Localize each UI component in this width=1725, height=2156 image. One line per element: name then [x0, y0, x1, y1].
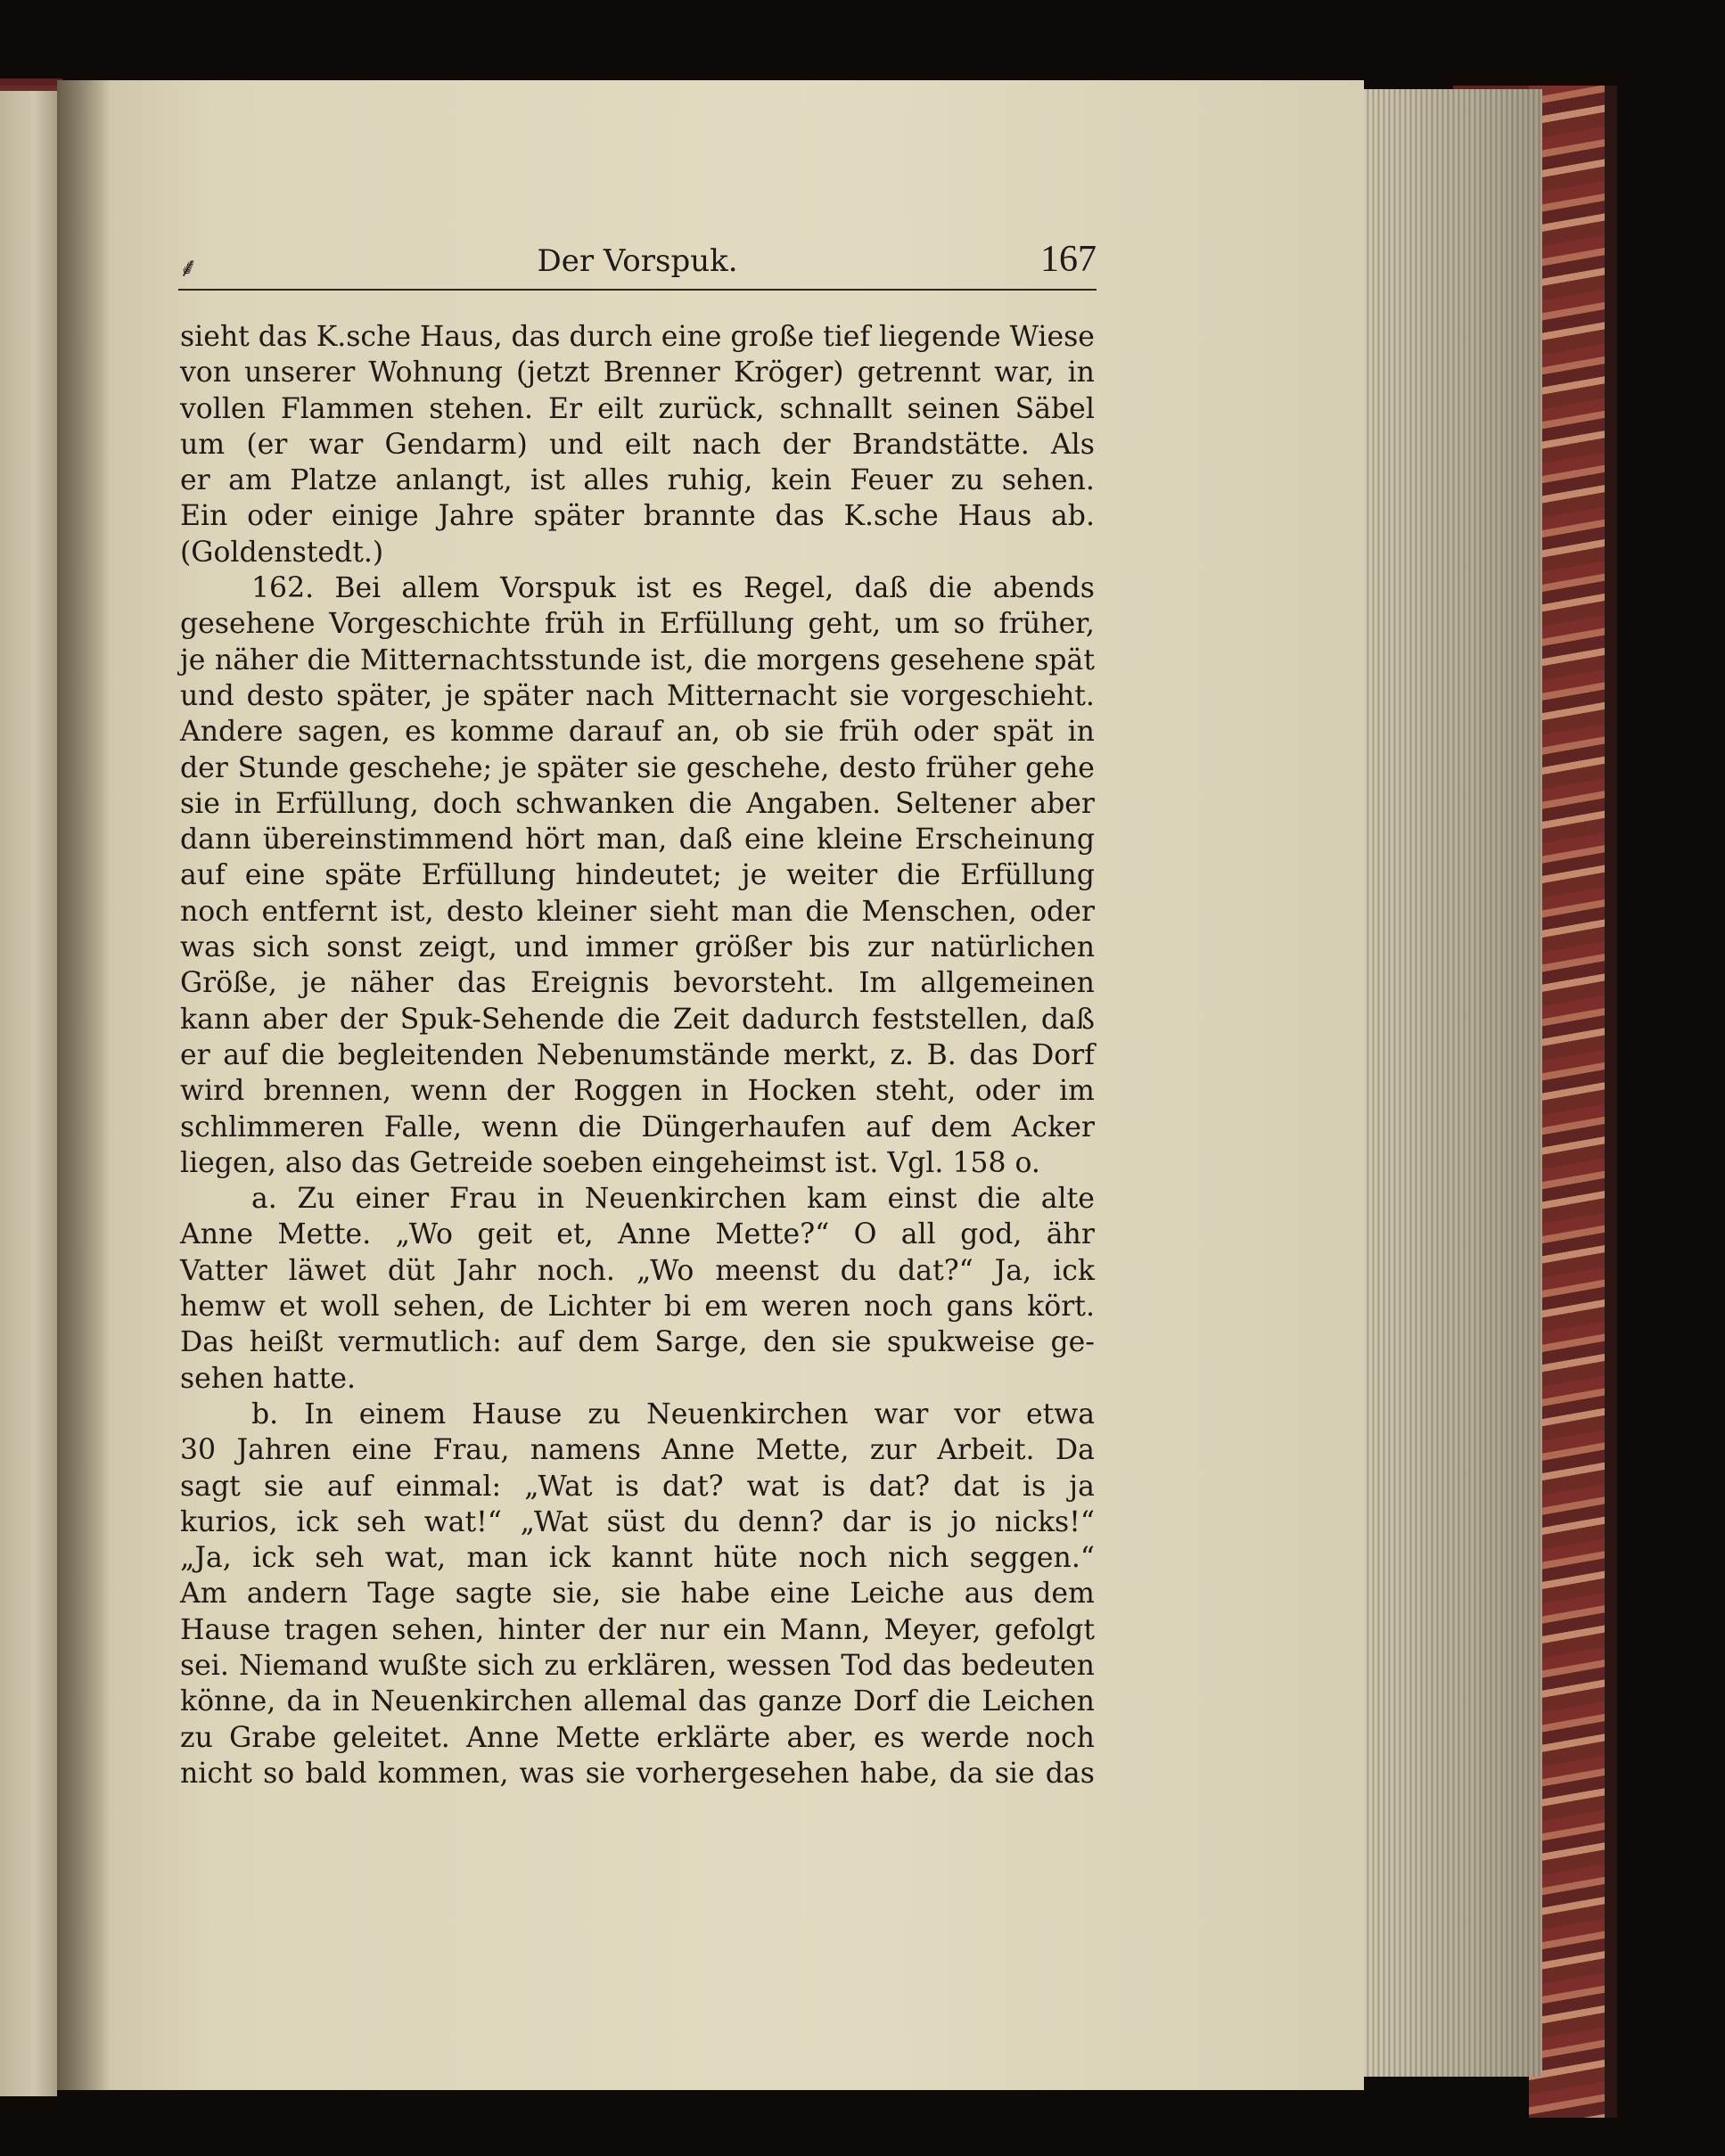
- text-line: (Goldenstedt.): [180, 536, 384, 569]
- text-line: nicht so bald kommen, was sie vorhergesehen habe, da sie das: [180, 1757, 1095, 1790]
- text-line: liegen, also das Getreide soeben eingeheimst ist. Vgl. 158 o.: [180, 1146, 1040, 1179]
- text-line: schlimmeren Falle, wenn die Düngerhaufen auf dem Acker: [180, 1111, 1095, 1144]
- text-line: Hause tragen sehen, hinter der nur ein Mann, Meyer, gefolgt: [180, 1613, 1095, 1646]
- text-line: hemw et woll sehen, de Lichter bi em weren noch gans kört.: [180, 1291, 1095, 1324]
- running-title: Der Vorspuk.: [537, 243, 738, 279]
- page-header: [178, 236, 1097, 290]
- text-line: von unserer Wohnung (jetzt Brenner Kröger) getrennt war, in: [180, 357, 1095, 389]
- text-line: was sich sonst zeigt, und immer größer bis zur natürlichen: [180, 931, 1095, 964]
- text-line: 30 Jahren eine Frau, namens Anne Mette, zur Arbeit. Da: [180, 1434, 1095, 1467]
- text-line: Das heißt vermutlich: auf dem Sarge, den sie spukweise ge-: [180, 1326, 1095, 1359]
- text-line: Andere sagen, es komme darauf an, ob sie früh oder spät in: [180, 716, 1095, 749]
- text-line: Vatter läwet düt Jahr noch. „Wo meenst du dat?“ Ja, ick: [180, 1254, 1095, 1287]
- text-line: auf eine späte Erfüllung hindeutet; je weiter die Erfüllung: [180, 859, 1095, 892]
- text-line: „Ja, ick seh wat, man ick kannt hüte noch nich seggen.“: [180, 1542, 1095, 1575]
- page-block-shade: [1364, 89, 1542, 2077]
- cover-edge: [1605, 86, 1617, 2118]
- printer-mark-icon: ⸙: [178, 252, 199, 283]
- text-line: er auf die begleitenden Nebenumstände merkt, z. B. das Dorf: [180, 1038, 1095, 1071]
- text-line: sehen hatte.: [180, 1362, 357, 1395]
- text-line: Am andern Tage sagte sie, sie habe eine Leiche aus dem: [180, 1578, 1095, 1611]
- text-line: kann aber der Spuk-Sehende die Zeit dadurch feststellen, daß: [180, 1003, 1095, 1036]
- text-line: kurios, ick seh wat!“ „Wat süst du denn? dar is jo nicks!“: [180, 1505, 1095, 1538]
- text-line: Ein oder einige Jahre später brannte das K.sche Haus ab.: [180, 500, 1095, 533]
- text-line: könne, da in Neuenkirchen allemal das ganze Dorf die Leichen: [180, 1685, 1095, 1718]
- body-text: [180, 319, 1095, 1791]
- text-line: dann übereinstimmend hört man, daß eine kleine Erscheinung: [180, 824, 1095, 857]
- gutter-shadow: [57, 80, 111, 2090]
- text-line: um (er war Gendarm) und eilt nach der Brandstätte. Als: [180, 428, 1095, 461]
- text-line: sieht das K.sche Haus, das durch eine große tief liegende Wiese: [180, 321, 1095, 353]
- text-line: sagt sie auf einmal: „Wat is dat? wat is dat? dat is ja: [180, 1470, 1095, 1503]
- text-line: Größe, je näher das Ereignis bevorsteht. Im allgemeinen: [180, 967, 1095, 1000]
- left-page-sliver: [0, 86, 57, 2096]
- text-line: je näher die Mitternachtsstunde ist, die morgens gesehene spät: [180, 644, 1095, 676]
- text-line: Anne Mette. „Wo geit et, Anne Mette?“ O all god, ähr: [180, 1218, 1095, 1251]
- text-line: und desto später, je später nach Mitternacht sie vorgeschieht.: [180, 679, 1095, 712]
- text-line: er am Platze anlangt, ist alles ruhig, kein Feuer zu sehen.: [180, 464, 1095, 497]
- header-rule: [178, 289, 1097, 291]
- text-line: gesehene Vorgeschichte früh in Erfüllung geht, um so früher,: [180, 608, 1095, 641]
- text-line: a. Zu einer Frau in Neuenkirchen kam einst die alte: [251, 1183, 1095, 1216]
- text-line: vollen Flammen stehen. Er eilt zurück, schnallt seinen Säbel: [180, 392, 1095, 425]
- page-number: 167: [1040, 239, 1097, 280]
- text-line: wird brennen, wenn der Roggen in Hocken steht, oder im: [180, 1075, 1095, 1108]
- text-line: sie in Erfüllung, doch schwanken die Angaben. Seltener aber: [180, 787, 1095, 820]
- text-line: zu Grabe geleitet. Anne Mette erklärte aber, es werde noch: [180, 1721, 1095, 1754]
- text-line: der Stunde geschehe; je später sie geschehe, desto früher gehe: [180, 751, 1095, 784]
- text-line: 162. Bei allem Vorspuk ist es Regel, daß die abends: [251, 572, 1095, 605]
- text-line: noch entfernt ist, desto kleiner sieht man die Menschen, oder: [180, 895, 1095, 928]
- text-line: b. In einem Hause zu Neuenkirchen war vor etwa: [251, 1398, 1095, 1431]
- text-line: sei. Niemand wußte sich zu erklären, wessen Tod das bedeuten: [180, 1649, 1095, 1682]
